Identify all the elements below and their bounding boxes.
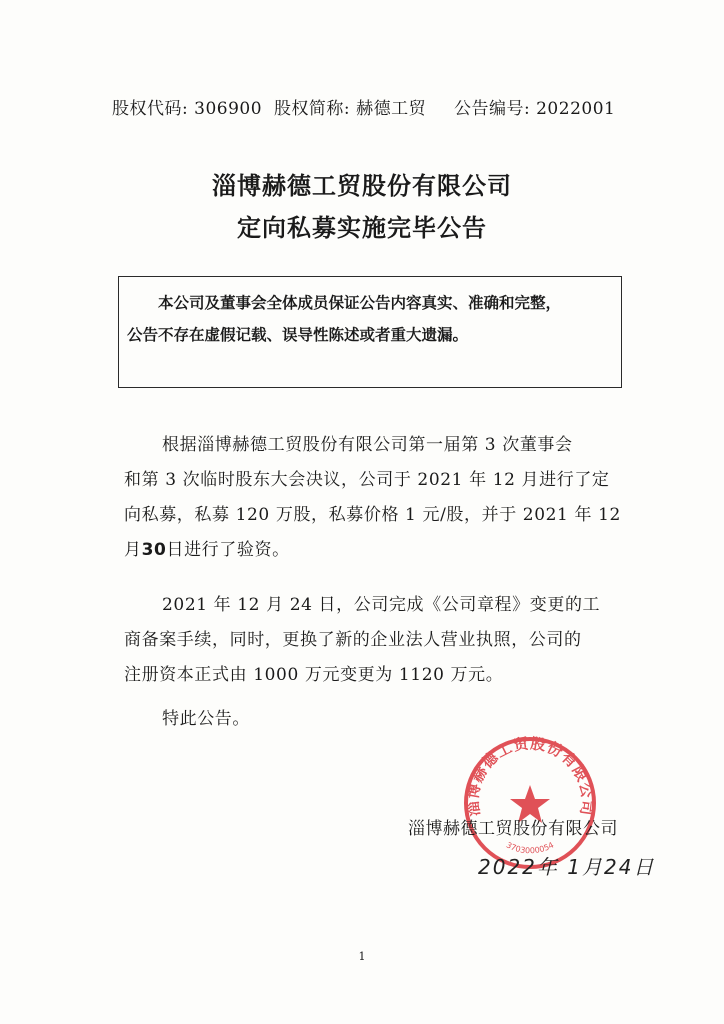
- document-title-line2: 定向私募实施完毕公告: [237, 214, 487, 242]
- para1-line4-suffix: 日进行了验资。: [166, 540, 290, 560]
- para3-line1: 特此公告。: [162, 709, 250, 729]
- disclaimer-line2: 公告不存在虚假记载、误导性陈述或者重大遗漏。: [127, 326, 469, 344]
- seal-text: 淄博赫德工贸股份有限公司: [463, 734, 597, 818]
- body-paragraph-2: [124, 588, 634, 693]
- para1-line4-date: 30: [141, 540, 167, 560]
- stock-name: 股权简称: 赫德工贸: [273, 99, 427, 119]
- para2-line1: 2021 年 12 月 24 日，公司完成《公司章程》变更的工: [162, 595, 601, 615]
- document-title-line1: 淄博赫德工贸股份有限公司: [212, 172, 512, 200]
- para1-line2: 和第 3 次临时股东大会决议，公司于 2021 年 12 月进行了定: [124, 470, 610, 490]
- disclaimer-box: [118, 276, 622, 388]
- disclaimer-line1: 本公司及董事会全体成员保证公告内容真实、准确和完整，: [158, 294, 562, 312]
- stock-code: 股权代码: 306900: [112, 99, 263, 119]
- para1-line4-prefix: 月: [124, 540, 142, 560]
- para1-line1: 根据淄博赫德工贸股份有限公司第一届第 3 次董事会: [162, 435, 573, 455]
- notice-number: 公告编号: 2022001: [453, 99, 616, 119]
- body-paragraph-1: [124, 428, 634, 568]
- para2-line2: 商备案手续，同时，更换了新的企业法人营业执照，公司的: [124, 630, 582, 650]
- signature-company: 淄博赫德工贸股份有限公司: [408, 819, 618, 839]
- para2-line3: 注册资本正式由 1000 万元变更为 1120 万元。: [124, 665, 504, 685]
- para1-line4: [124, 533, 634, 568]
- page-number: 1: [358, 950, 366, 963]
- document-header: [112, 94, 621, 119]
- signature-date: 2022年 1月24日: [478, 855, 656, 879]
- seal-number: 3703000054: [504, 840, 556, 856]
- para1-line3: 向私募，私募 120 万股，私募价格 1 元/股，并于 2021 年 12: [124, 505, 621, 525]
- body-paragraph-3: [124, 702, 634, 737]
